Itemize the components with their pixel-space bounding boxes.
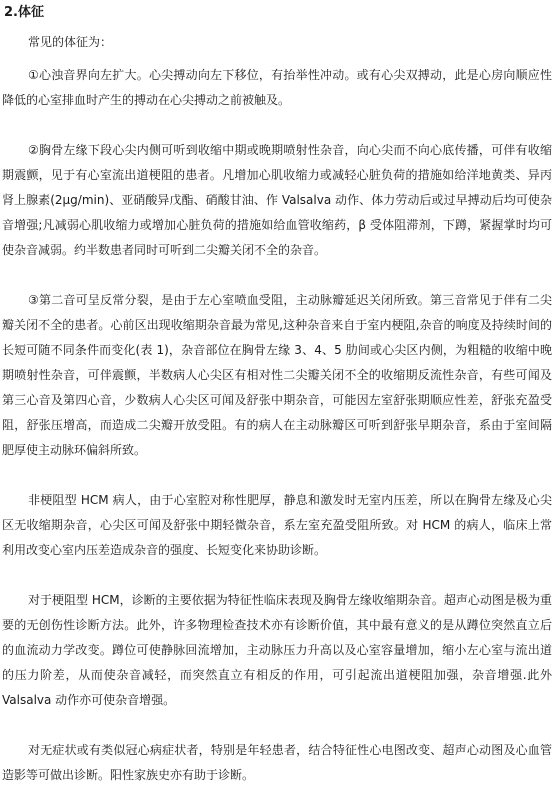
paragraph-5: 对于梗阻型 HCM，诊断的主要依据为特征性临床表现及胸骨左缘收缩期杂音。超声心动图是极为重要的无创伤性诊断方法。此外，许多物理检查技术亦有诊断价值，其中最有意义的是从蹲位突然直立后的血流动力学改变。蹲位可使静脉回流增加，主动脉压力升高以及心室容量增加，缩小左心室与流出道的压力阶差，从而使杂音减轻，而突然直立有相反的作用，可引起流出道梗阻加强，杂音增强.此外 Valsalva 动作亦可使杂音增强。 [2,593,552,707]
paragraph-3: ③第二音可呈反常分裂，是由于左心室喷血受阻，主动脉瓣延迟关闭所致。第三音常见于伴有二尖瓣关闭不全的患者。心前区出现收缩期杂音最为常见,这种杂音来自于室内梗阻,杂音的响度及持续时间的长短可随不同条件而变化(表 1)，杂音部位在胸骨左缘 3、4、5 肋间或心尖区内侧，为粗糙的收缩中晚期喷射性杂音，可伴震颤，半数病人心尖区有相对性二尖瓣关闭不全的收缩期反流性杂音，有些可闻及第三心音及第四心音，少数病人心尖区可闻及舒张中期杂音，可能因左室舒张期顺应性差，舒张充盈受阻，舒张压增高，而造成二尖瓣开放受阻。有的病人在主动脉瓣区可听到舒张早期杂音，系由于室间隔肥厚使主动脉环偏斜所致。 [2,293,552,457]
paragraph-4: 非梗阻型 HCM 病人，由于心室腔对称性肥厚，静息和激发时无室内压差，所以在胸骨左缘及心尖区无收缩期杂音，心尖区可闻及舒张中期轻微杂音，系左室充盈受阻所致。对 HCM 的病人，临床上常利用改变心室内压差造成杂音的强度、长短变化来协助诊断。 [2,493,552,557]
section-heading: 2.体征 [4,5,44,20]
article [0,4,558,782]
paragraph-6: 对无症状或有类似冠心病症状者，特别是年轻患者，结合特征性心电图改变、超声心动图及心血管造影等可做出诊断。阳性家族史亦有助于诊断。 [2,743,552,782]
paragraph-1: ①心浊音界向左扩大。心尖搏动向左下移位，有抬举性冲动。或有心尖双搏动，此是心房向顺应性降低的心室排血时产生的搏动在心尖搏动之前被触及。 [2,68,552,107]
paragraph-2: ②胸骨左缘下段心尖内侧可听到收缩中期或晚期喷射性杂音，向心尖而不向心底传播，可伴有收缩期震颤，见于有心室流出道梗阻的患者。凡增加心肌收缩力或减轻心脏负荷的措施如给洋地黄类、异丙肾上腺素(2μg/min)、亚硝酸异戊酯、硝酸甘油、作 Valsalva 动作、体力劳动后或过早搏动后均可使杂音增强;凡减弱心肌收缩力或增加心脏负荷的措施如给血管收缩药，β 受体阻滞剂，下蹲，紧握掌时均可使杂音减弱。约半数患者同时可听到二尖瓣关闭不全的杂音。 [2,143,552,257]
intro-paragraph: 常见的体征为： [28,35,113,49]
